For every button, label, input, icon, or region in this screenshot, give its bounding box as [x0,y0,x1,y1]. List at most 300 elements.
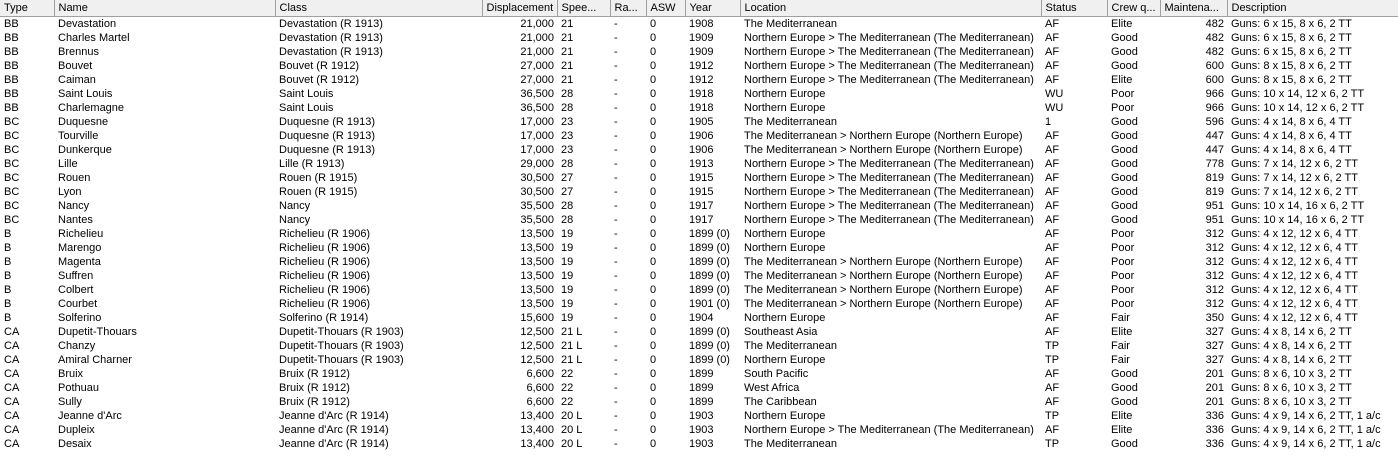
col-description-cell: Guns: 4 x 8, 14 x 6, 2 TT [1231,340,1352,352]
col-displacement-cell: 27,000 [520,60,554,72]
col-crew-quality-cell: Elite [1111,18,1133,30]
col-type-cell: BC [4,172,20,184]
col-description-cell: Guns: 6 x 15, 8 x 6, 2 TT [1231,18,1352,30]
col-asw-cell: 0 [650,200,657,212]
col-crew-quality-cell: Elite [1111,326,1133,338]
col-displacement-cell: 29,000 [520,158,554,170]
col-range-cell: - [614,396,618,408]
col-asw-cell: 0 [650,284,657,296]
col-description-cell: Guns: 4 x 12, 12 x 6, 4 TT [1231,284,1358,296]
col-type-cell: BC [4,144,20,156]
col-displacement-cell: 6,600 [526,368,554,380]
col-crew-quality-cell: Poor [1111,256,1135,268]
col-name-cell: Lille [58,158,78,170]
table-row[interactable] [0,325,1398,339]
col-crew-quality-cell: Good [1111,172,1138,184]
col-status-cell: AF [1045,382,1060,394]
col-type-cell: CA [4,368,20,380]
col-range-cell: - [614,214,618,226]
table-row[interactable] [0,381,1398,395]
col-range-header[interactable]: Ra... [610,0,646,17]
col-type-cell: CA [4,396,20,408]
col-name-cell: Solferino [58,312,102,324]
col-name-cell: Nantes [58,214,93,226]
col-status-header[interactable]: Status [1041,0,1107,17]
col-displacement-cell: 17,000 [520,116,554,128]
col-crew-quality-cell: Good [1111,186,1138,198]
col-location-cell: Northern Europe > The Mediterranean (The Mediterranean) [744,46,1034,58]
col-type-cell: BC [4,214,20,226]
col-status-cell: TP [1045,354,1060,366]
col-type-cell: CA [4,410,20,422]
col-type-cell: B [4,228,12,240]
col-displacement-cell: 21,000 [520,32,554,44]
col-year-header[interactable]: Year [685,0,740,17]
col-description-cell: Guns: 10 x 14, 16 x 6, 2 TT [1231,214,1365,226]
col-class-cell: Duquesne (R 1913) [279,116,376,128]
col-location-cell: Northern Europe > The Mediterranean (The Mediterranean) [744,424,1034,436]
col-description-cell: Guns: 4 x 9, 14 x 6, 2 TT, 1 a/c [1231,410,1381,422]
col-speed-cell: 21 [561,74,574,86]
col-class-cell: Richelieu (R 1906) [279,228,371,240]
col-location-cell: The Mediterranean > Northern Europe (Northern Europe) [744,130,1023,142]
col-crew-quality-cell: Poor [1111,88,1135,100]
col-class-cell: Jeanne d'Arc (R 1914) [279,410,389,422]
col-range-cell: - [614,312,618,324]
col-description-cell: Guns: 8 x 6, 10 x 3, 2 TT [1231,382,1352,394]
col-maintenance-header[interactable]: Maintena... [1160,0,1227,17]
col-year-cell: 1904 [689,312,714,324]
col-type-cell: BC [4,186,20,198]
table-row[interactable] [0,353,1398,367]
col-year-cell: 1909 [689,46,714,58]
col-location-header[interactable]: Location [740,0,1041,17]
col-description-cell: Guns: 4 x 8, 14 x 6, 2 TT [1231,326,1352,338]
table-row[interactable] [0,339,1398,353]
col-description-cell: Guns: 8 x 6, 10 x 3, 2 TT [1231,368,1352,380]
col-type-cell: B [4,270,12,282]
col-range-cell: - [614,60,618,72]
col-status-cell: AF [1045,18,1060,30]
col-displacement-cell: 13,500 [520,256,554,268]
col-name-cell: Chanzy [58,340,96,352]
table-row[interactable] [0,423,1398,437]
col-class-cell: Bruix (R 1912) [279,382,350,394]
col-description-cell: Guns: 8 x 15, 8 x 6, 2 TT [1231,74,1352,86]
col-maintenance-cell: 447 [1205,144,1224,156]
col-speed-cell: 19 [561,270,574,282]
col-description-cell: Guns: 10 x 14, 16 x 6, 2 TT [1231,200,1365,212]
col-asw-cell: 0 [650,354,657,366]
col-name-cell: Colbert [58,284,94,296]
col-range-cell: - [614,242,618,254]
col-type-cell: BC [4,200,20,212]
col-speed-cell: 19 [561,228,574,240]
col-status-cell: AF [1045,368,1060,380]
col-location-cell: Northern Europe [744,242,826,254]
col-speed-cell: 28 [561,88,574,100]
col-status-cell: AF [1045,228,1060,240]
table-row[interactable] [0,59,1398,73]
col-name-cell: Dupleix [58,424,95,436]
col-name-cell: Dupetit-Thouars [58,326,137,338]
col-speed-cell: 22 [561,382,574,394]
col-year-cell: 1913 [689,158,714,170]
col-year-cell: 1899 (0) [689,270,730,282]
col-range-cell: - [614,144,618,156]
col-range-cell: - [614,200,618,212]
col-year-cell: 1918 [689,102,714,114]
col-year-cell: 1917 [689,200,714,212]
col-class-cell: Richelieu (R 1906) [279,242,371,254]
col-status-cell: AF [1045,172,1060,184]
col-crew-quality-cell: Good [1111,214,1138,226]
table-row[interactable] [0,227,1398,241]
col-status-cell: AF [1045,60,1060,72]
table-row[interactable] [0,17,1398,32]
col-speed-cell: 28 [561,214,574,226]
col-type-cell: BB [4,102,19,114]
col-displacement-cell: 13,500 [520,242,554,254]
col-location-cell: Northern Europe > The Mediterranean (The Mediterranean) [744,60,1034,72]
col-crew-quality-cell: Fair [1111,354,1130,366]
col-location-cell: Northern Europe [744,312,826,324]
col-class-cell: Dupetit-Thouars (R 1903) [279,326,404,338]
col-status-cell: AF [1045,396,1060,408]
col-year-cell: 1903 [689,410,714,422]
table-header-row [0,0,1398,17]
col-class-cell: Saint Louis [279,88,334,100]
col-name-cell: Lyon [58,186,82,198]
col-range-cell: - [614,326,618,338]
col-location-cell: The Mediterranean [744,340,837,352]
col-name-cell: Sully [58,396,82,408]
col-asw-cell: 0 [650,102,657,114]
table-row[interactable] [0,367,1398,381]
col-year-cell: 1899 (0) [689,284,730,296]
col-maintenance-cell: 336 [1205,438,1224,450]
col-description-cell: Guns: 4 x 12, 12 x 6, 4 TT [1231,270,1358,282]
table-row[interactable] [0,115,1398,129]
table-row[interactable] [0,311,1398,325]
col-name-cell: Bruix [58,368,84,380]
col-crew-quality-cell: Elite [1111,424,1133,436]
col-speed-cell: 28 [561,102,574,114]
col-crew-quality-header[interactable]: Crew q... [1107,0,1160,17]
col-description-cell: Guns: 8 x 15, 8 x 6, 2 TT [1231,60,1352,72]
col-name-cell: Tourville [58,130,99,142]
col-displacement-header[interactable]: Displacement [482,0,557,17]
col-type-cell: BC [4,130,20,142]
col-type-header[interactable]: Type [0,0,54,17]
col-type-cell: BB [4,32,19,44]
col-type-cell: BB [4,74,19,86]
col-status-cell: AF [1045,284,1060,296]
col-location-cell: Northern Europe [744,228,826,240]
col-displacement-cell: 12,500 [520,326,554,338]
col-name-cell: Caiman [58,74,96,86]
col-maintenance-cell: 312 [1205,242,1224,254]
col-year-cell: 1899 [689,396,714,408]
col-displacement-cell: 36,500 [520,88,554,100]
table-row[interactable] [0,87,1398,101]
col-maintenance-cell: 327 [1205,340,1224,352]
col-type-cell: CA [4,340,20,352]
col-maintenance-cell: 327 [1205,354,1224,366]
col-class-cell: Jeanne d'Arc (R 1914) [279,438,389,450]
col-maintenance-cell: 966 [1205,88,1224,100]
col-maintenance-cell: 201 [1205,396,1224,408]
col-name-cell: Magenta [58,256,101,268]
col-speed-cell: 20 L [561,424,583,436]
col-range-cell: - [614,172,618,184]
col-displacement-cell: 30,500 [520,186,554,198]
col-class-cell: Richelieu (R 1906) [279,270,371,282]
col-displacement-cell: 21,000 [520,18,554,30]
col-name-cell: Rouen [58,172,91,184]
col-class-cell: Saint Louis [279,102,334,114]
table-row[interactable] [0,255,1398,269]
col-name-cell: Devastation [58,18,117,30]
table-row[interactable] [0,143,1398,157]
col-name-cell: Pothuau [58,382,99,394]
col-maintenance-cell: 312 [1205,256,1224,268]
col-asw-cell: 0 [650,396,657,408]
col-location-cell: Northern Europe > The Mediterranean (The Mediterranean) [744,186,1034,198]
col-class-cell: Solferino (R 1914) [279,312,369,324]
col-crew-quality-cell: Good [1111,116,1138,128]
col-displacement-cell: 27,000 [520,74,554,86]
col-type-cell: BB [4,60,19,72]
col-displacement-cell: 13,400 [520,424,554,436]
col-crew-quality-cell: Poor [1111,270,1135,282]
col-asw-cell: 0 [650,46,657,58]
col-class-cell: Bouvet (R 1912) [279,74,360,86]
col-maintenance-cell: 819 [1205,172,1224,184]
col-displacement-cell: 13,400 [520,438,554,450]
col-location-cell: The Caribbean [744,396,817,408]
col-range-cell: - [614,368,618,380]
col-type-cell: CA [4,424,20,436]
col-status-cell: AF [1045,32,1060,44]
col-asw-cell: 0 [650,410,657,422]
col-class-cell: Rouen (R 1915) [279,186,358,198]
col-location-cell: Northern Europe > The Mediterranean (The Mediterranean) [744,200,1034,212]
col-range-cell: - [614,186,618,198]
col-speed-cell: 20 L [561,410,583,422]
col-speed-header[interactable]: Spee... [557,0,610,17]
col-maintenance-cell: 336 [1205,424,1224,436]
col-range-cell: - [614,46,618,58]
col-year-cell: 1899 (0) [689,354,730,366]
table-row[interactable] [0,283,1398,297]
col-status-cell: AF [1045,326,1060,338]
col-speed-cell: 21 [561,60,574,72]
table-row[interactable] [0,269,1398,283]
col-maintenance-cell: 819 [1205,186,1224,198]
col-name-cell: Nancy [58,200,90,212]
col-asw-cell: 0 [650,368,657,380]
col-displacement-cell: 17,000 [520,144,554,156]
col-type-cell: B [4,242,12,254]
col-maintenance-cell: 312 [1205,298,1224,310]
col-class-cell: Bruix (R 1912) [279,396,350,408]
col-description-cell: Guns: 4 x 12, 12 x 6, 4 TT [1231,298,1358,310]
col-displacement-cell: 13,500 [520,284,554,296]
col-status-cell: AF [1045,144,1060,156]
col-year-cell: 1899 (0) [689,228,730,240]
col-year-cell: 1899 [689,382,714,394]
col-speed-cell: 19 [561,256,574,268]
col-type-cell: CA [4,326,20,338]
col-location-cell: The Mediterranean > Northern Europe (Northern Europe) [744,284,1023,296]
col-name-cell: Saint Louis [58,88,113,100]
col-maintenance-cell: 327 [1205,326,1224,338]
table-row[interactable] [0,409,1398,423]
col-year-cell: 1905 [689,116,714,128]
col-type-cell: CA [4,382,20,394]
table-row[interactable] [0,185,1398,199]
col-year-cell: 1899 (0) [689,256,730,268]
col-asw-cell: 0 [650,116,657,128]
col-asw-cell: 0 [650,214,657,226]
col-description-header[interactable]: Description [1227,0,1398,17]
table-row[interactable] [0,241,1398,255]
col-class-cell: Nancy [279,214,311,226]
col-description-cell: Guns: 7 x 14, 12 x 6, 2 TT [1231,172,1358,184]
table-row[interactable] [0,437,1398,451]
col-class-cell: Richelieu (R 1906) [279,298,371,310]
col-status-cell: WU [1045,88,1064,100]
table-row[interactable] [0,171,1398,185]
col-type-cell: B [4,256,12,268]
table-row[interactable] [0,73,1398,87]
col-asw-cell: 0 [650,228,657,240]
col-class-cell: Rouen (R 1915) [279,172,358,184]
col-crew-quality-cell: Good [1111,200,1138,212]
col-asw-cell: 0 [650,424,657,436]
col-status-cell: AF [1045,200,1060,212]
col-crew-quality-cell: Elite [1111,74,1133,86]
col-crew-quality-cell: Good [1111,46,1138,58]
col-location-cell: Southeast Asia [744,326,818,338]
col-year-cell: 1899 (0) [689,326,730,338]
col-range-cell: - [614,158,618,170]
col-location-cell: West Africa [744,382,800,394]
col-class-cell: Nancy [279,200,311,212]
col-class-cell: Bruix (R 1912) [279,368,350,380]
col-name-header[interactable]: Name [54,0,275,17]
table-row[interactable] [0,45,1398,59]
col-class-cell: Dupetit-Thouars (R 1903) [279,354,404,366]
col-crew-quality-cell: Good [1111,368,1138,380]
col-crew-quality-cell: Good [1111,60,1138,72]
col-type-cell: CA [4,354,20,366]
col-type-cell: B [4,298,12,310]
col-asw-cell: 0 [650,18,657,30]
col-crew-quality-cell: Good [1111,396,1138,408]
col-year-cell: 1899 (0) [689,242,730,254]
col-class-cell: Dupetit-Thouars (R 1903) [279,340,404,352]
col-maintenance-cell: 312 [1205,228,1224,240]
table-row[interactable] [0,297,1398,311]
table-row[interactable] [0,199,1398,213]
col-status-cell: AF [1045,130,1060,142]
table-row[interactable] [0,157,1398,171]
col-location-cell: Northern Europe > The Mediterranean (The Mediterranean) [744,172,1034,184]
col-range-cell: - [614,424,618,436]
col-displacement-cell: 12,500 [520,354,554,366]
table-row[interactable] [0,395,1398,409]
col-location-cell: Northern Europe [744,88,826,100]
table-body [0,17,1398,452]
col-speed-cell: 27 [561,186,574,198]
col-status-cell: TP [1045,438,1060,450]
col-displacement-cell: 13,400 [520,410,554,422]
col-asw-cell: 0 [650,60,657,72]
col-displacement-cell: 35,500 [520,200,554,212]
col-speed-cell: 21 [561,46,574,58]
col-asw-header[interactable]: ASW [646,0,685,17]
col-status-cell: AF [1045,270,1060,282]
col-asw-cell: 0 [650,186,657,198]
col-type-cell: CA [4,438,20,450]
col-location-cell: The Mediterranean > Northern Europe (Northern Europe) [744,270,1023,282]
col-asw-cell: 0 [650,172,657,184]
col-speed-cell: 21 L [561,326,583,338]
col-maintenance-cell: 778 [1205,158,1224,170]
col-year-cell: 1918 [689,88,714,100]
col-crew-quality-cell: Poor [1111,242,1135,254]
col-class-header[interactable]: Class [275,0,482,17]
col-class-cell: Lille (R 1913) [279,158,345,170]
col-range-cell: - [614,88,618,100]
col-description-cell: Guns: 7 x 14, 12 x 6, 2 TT [1231,158,1358,170]
col-asw-cell: 0 [650,438,657,450]
col-status-cell: 1 [1045,116,1052,128]
col-year-cell: 1899 [689,368,714,380]
col-range-cell: - [614,228,618,240]
table-row[interactable] [0,213,1398,227]
table-row[interactable] [0,101,1398,115]
col-crew-quality-cell: Good [1111,158,1138,170]
col-crew-quality-cell: Fair [1111,312,1130,324]
col-location-cell: South Pacific [744,368,809,380]
table-row[interactable] [0,31,1398,45]
col-year-cell: 1899 (0) [689,340,730,352]
col-name-cell: Richelieu [58,228,104,240]
col-speed-cell: 21 L [561,354,583,366]
col-maintenance-cell: 951 [1205,200,1224,212]
col-speed-cell: 21 [561,32,574,44]
col-year-cell: 1903 [689,438,714,450]
col-type-cell: BC [4,116,20,128]
col-maintenance-cell: 201 [1205,382,1224,394]
col-speed-cell: 22 [561,396,574,408]
col-maintenance-cell: 312 [1205,270,1224,282]
col-displacement-cell: 36,500 [520,102,554,114]
col-maintenance-cell: 482 [1205,18,1224,30]
col-asw-cell: 0 [650,242,657,254]
col-range-cell: - [614,354,618,366]
col-status-cell: AF [1045,242,1060,254]
col-name-cell: Dunkerque [58,144,112,156]
col-description-cell: Guns: 4 x 14, 8 x 6, 4 TT [1231,144,1352,156]
table-row[interactable] [0,129,1398,143]
col-range-cell: - [614,438,618,450]
col-year-cell: 1906 [689,144,714,156]
col-year-cell: 1917 [689,214,714,226]
